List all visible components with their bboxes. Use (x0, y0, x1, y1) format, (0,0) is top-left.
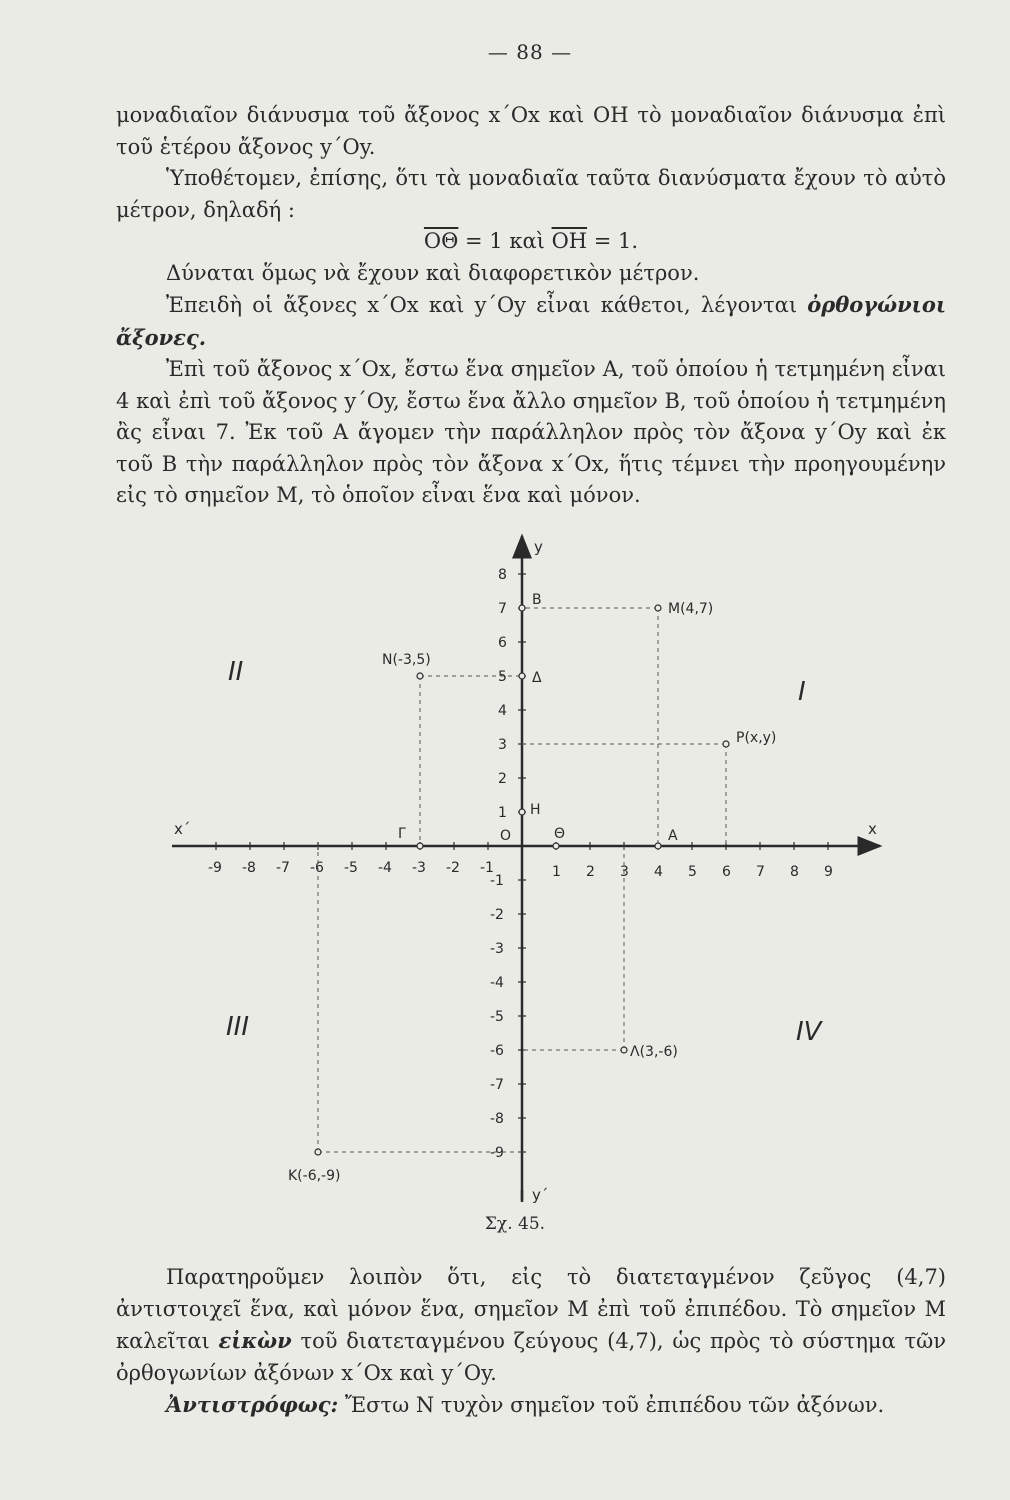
point-theta-marker (553, 843, 559, 849)
term-conversely: Ἀντιστρόφως: (166, 1392, 339, 1417)
paragraph-3: Δύναται ὅμως νὰ ἔχουν καὶ διαφορετικὸν μέτρον. (166, 260, 700, 285)
point-p-marker (723, 741, 729, 747)
point-h-marker (519, 809, 525, 815)
point-d-marker (519, 673, 525, 679)
quadrant-4-label: IV (796, 1017, 822, 1047)
paragraph-6-end: τοῦ διατεταγμένου ζεύγους (4,7), ὡς πρὸς τὸ σύστημα τῶν ὀρθογωνίων ἀξόνων x΄Ox καὶ y΄Oy. (116, 1329, 946, 1385)
x-tick-label: -2 (446, 860, 460, 876)
paragraph-7-text: Ἔστω Ν τυχὸν σημεῖον τοῦ ἐπιπέδου τῶν ἀξόνων. (338, 1393, 885, 1417)
point-k-marker (315, 1149, 321, 1155)
y-tick-label: 8 (498, 567, 507, 583)
y-tick-label: -2 (490, 907, 504, 923)
x-tick-label: -1 (480, 860, 494, 876)
axis-label-x: x (868, 820, 877, 838)
point-m-label: M(4,7) (668, 601, 714, 617)
y-tick-label: -6 (490, 1043, 504, 1059)
page-number: — 88 — (487, 40, 573, 64)
x-tick-label: 2 (586, 864, 595, 880)
y-tick-label: 2 (498, 771, 507, 787)
paragraph-5: Ἐπὶ τοῦ ἄξονος x΄Ox, ἔστω ἕνα σημεῖον Α, τοῦ ὁποίου ἡ τετμημένη εἶναι 4 καὶ ἐπὶ τοῦ ἄξονος y΄Oy, ἔστω ἕνα ἄλλο σημεῖον Β, τοῦ ὁποίου ἡ τετμημένη ἂς εἶναι 7. Ἐκ τοῦ Α ἄγομεν τὴν παράλληλον πρὸς τὸν ἄξονα y΄Oy καὶ ἐκ τοῦ Β τὴν παράλληλον πρὸς τὸν ἄξονα x΄Ox, ἥτις τέμνει τὴν προηγουμένην εἰς τὸ σημεῖον Μ, τὸ ὁποῖον εἶναι ἕνα καὶ μόνον. (116, 357, 946, 507)
x-tick-label: 3 (620, 864, 629, 880)
point-d-label: Δ (532, 670, 542, 686)
y-tick-label: 1 (498, 805, 507, 821)
figure-caption: Σχ. 45. (484, 1214, 546, 1234)
y-tick-label: -9 (490, 1145, 504, 1161)
paragraph-1: μοναδιαῖον διάνυσμα τοῦ ἄξονος x΄Ox καὶ ΟΗ τὸ μοναδιαῖον διάνυσμα ἐπὶ τοῦ ἑτέρου ἄξονος y΄Oy. (116, 103, 946, 159)
point-n-marker (417, 673, 423, 679)
paragraph-6 (116, 1262, 946, 1389)
point-n-label: N(-3,5) (382, 652, 431, 668)
point-lambda-label: Λ(3,-6) (630, 1044, 678, 1060)
x-tick-label: 9 (824, 864, 833, 880)
term-image: εἰκὼν (218, 1328, 292, 1353)
equation-ot: $\overline{O\Theta}$ (423, 229, 459, 253)
x-tick-label: -4 (378, 860, 392, 876)
point-a-label: A (668, 828, 678, 844)
axis-label-x-prime: x΄ (174, 820, 191, 838)
point-k-label: K(-6,-9) (288, 1168, 341, 1184)
point-b-marker (519, 605, 525, 611)
x-tick-label: 5 (688, 864, 697, 880)
axis-label-y: y (534, 538, 543, 556)
point-p-label: P(x,y) (736, 730, 777, 746)
equation-oh: $\overline{OH}$ (551, 229, 588, 253)
x-tick-label: -7 (276, 860, 290, 876)
x-tick-label: -6 (310, 860, 324, 876)
coordinate-figure (150, 530, 890, 1210)
y-tick-label: -4 (490, 975, 504, 991)
point-b-label: B (532, 592, 542, 608)
x-tick-label: 1 (552, 864, 561, 880)
equation-end: = 1. (587, 229, 639, 253)
axis-label-y-prime: y΄ (532, 1186, 549, 1204)
equation (116, 226, 946, 258)
x-tick-label: 6 (722, 864, 731, 880)
y-tick-label: 5 (498, 669, 507, 685)
point-m-marker (655, 605, 661, 611)
paragraph-4 (116, 289, 946, 354)
x-tick-label: -8 (242, 860, 256, 876)
paragraph-4-text: Ἐπειδὴ οἱ ἄξονες x΄Ox καὶ y΄Oy εἶναι κάθετοι, λέγονται (166, 293, 808, 317)
origin-label: O (500, 828, 512, 844)
quadrant-2-label: II (228, 657, 244, 687)
point-g-label: Γ (398, 826, 406, 842)
point-g-marker (417, 843, 423, 849)
y-tick-label: -7 (490, 1077, 504, 1093)
term-orthogonal-axes: ὀρθογώνιοι ἄξονες. (116, 292, 946, 350)
x-tick-label: -9 (208, 860, 222, 876)
quadrant-3-label: III (226, 1012, 250, 1042)
y-tick-label: -8 (490, 1111, 504, 1127)
y-tick-label: -5 (490, 1009, 504, 1025)
y-tick-label: -1 (490, 873, 504, 889)
y-tick-label: 3 (498, 737, 507, 753)
x-tick-label: 4 (654, 864, 663, 880)
y-tick-label: 6 (498, 635, 507, 651)
top-text-block (116, 100, 946, 512)
paragraph-2: Ὑποθέτομεν, ἐπίσης, ὅτι τὰ μοναδιαῖα ταῦτα διανύσματα ἔχουν τὸ αὐτὸ μέτρον, δηλαδή : (116, 166, 946, 222)
y-tick-label: -3 (490, 941, 504, 957)
point-a-marker (655, 843, 661, 849)
bottom-text-block (116, 1262, 946, 1422)
x-tick-label: -3 (412, 860, 426, 876)
x-tick-label: -5 (344, 860, 358, 876)
point-theta-label: Θ (554, 826, 566, 842)
paragraph-6-text: Παρατηροῦμεν λοιπὸν ὅτι, εἰς τὸ διατεταγμένον ζεῦγος (4,7) ἀντιστοιχεῖ ἕνα, καὶ μόνον ἕνα, σημεῖον Μ ἐπὶ τοῦ ἐπιπέδου. Τὸ σημεῖον Μ καλεῖται (116, 1265, 946, 1353)
paragraph-7 (116, 1389, 946, 1422)
point-h-label: H (530, 802, 541, 818)
y-tick-label: 7 (498, 601, 507, 617)
quadrant-1-label: I (798, 677, 806, 707)
y-tick-label: 4 (498, 703, 507, 719)
x-tick-label: 7 (756, 864, 765, 880)
x-tick-label: 8 (790, 864, 799, 880)
equation-mid: = 1 καὶ (458, 229, 552, 253)
point-lambda-marker (621, 1047, 627, 1053)
